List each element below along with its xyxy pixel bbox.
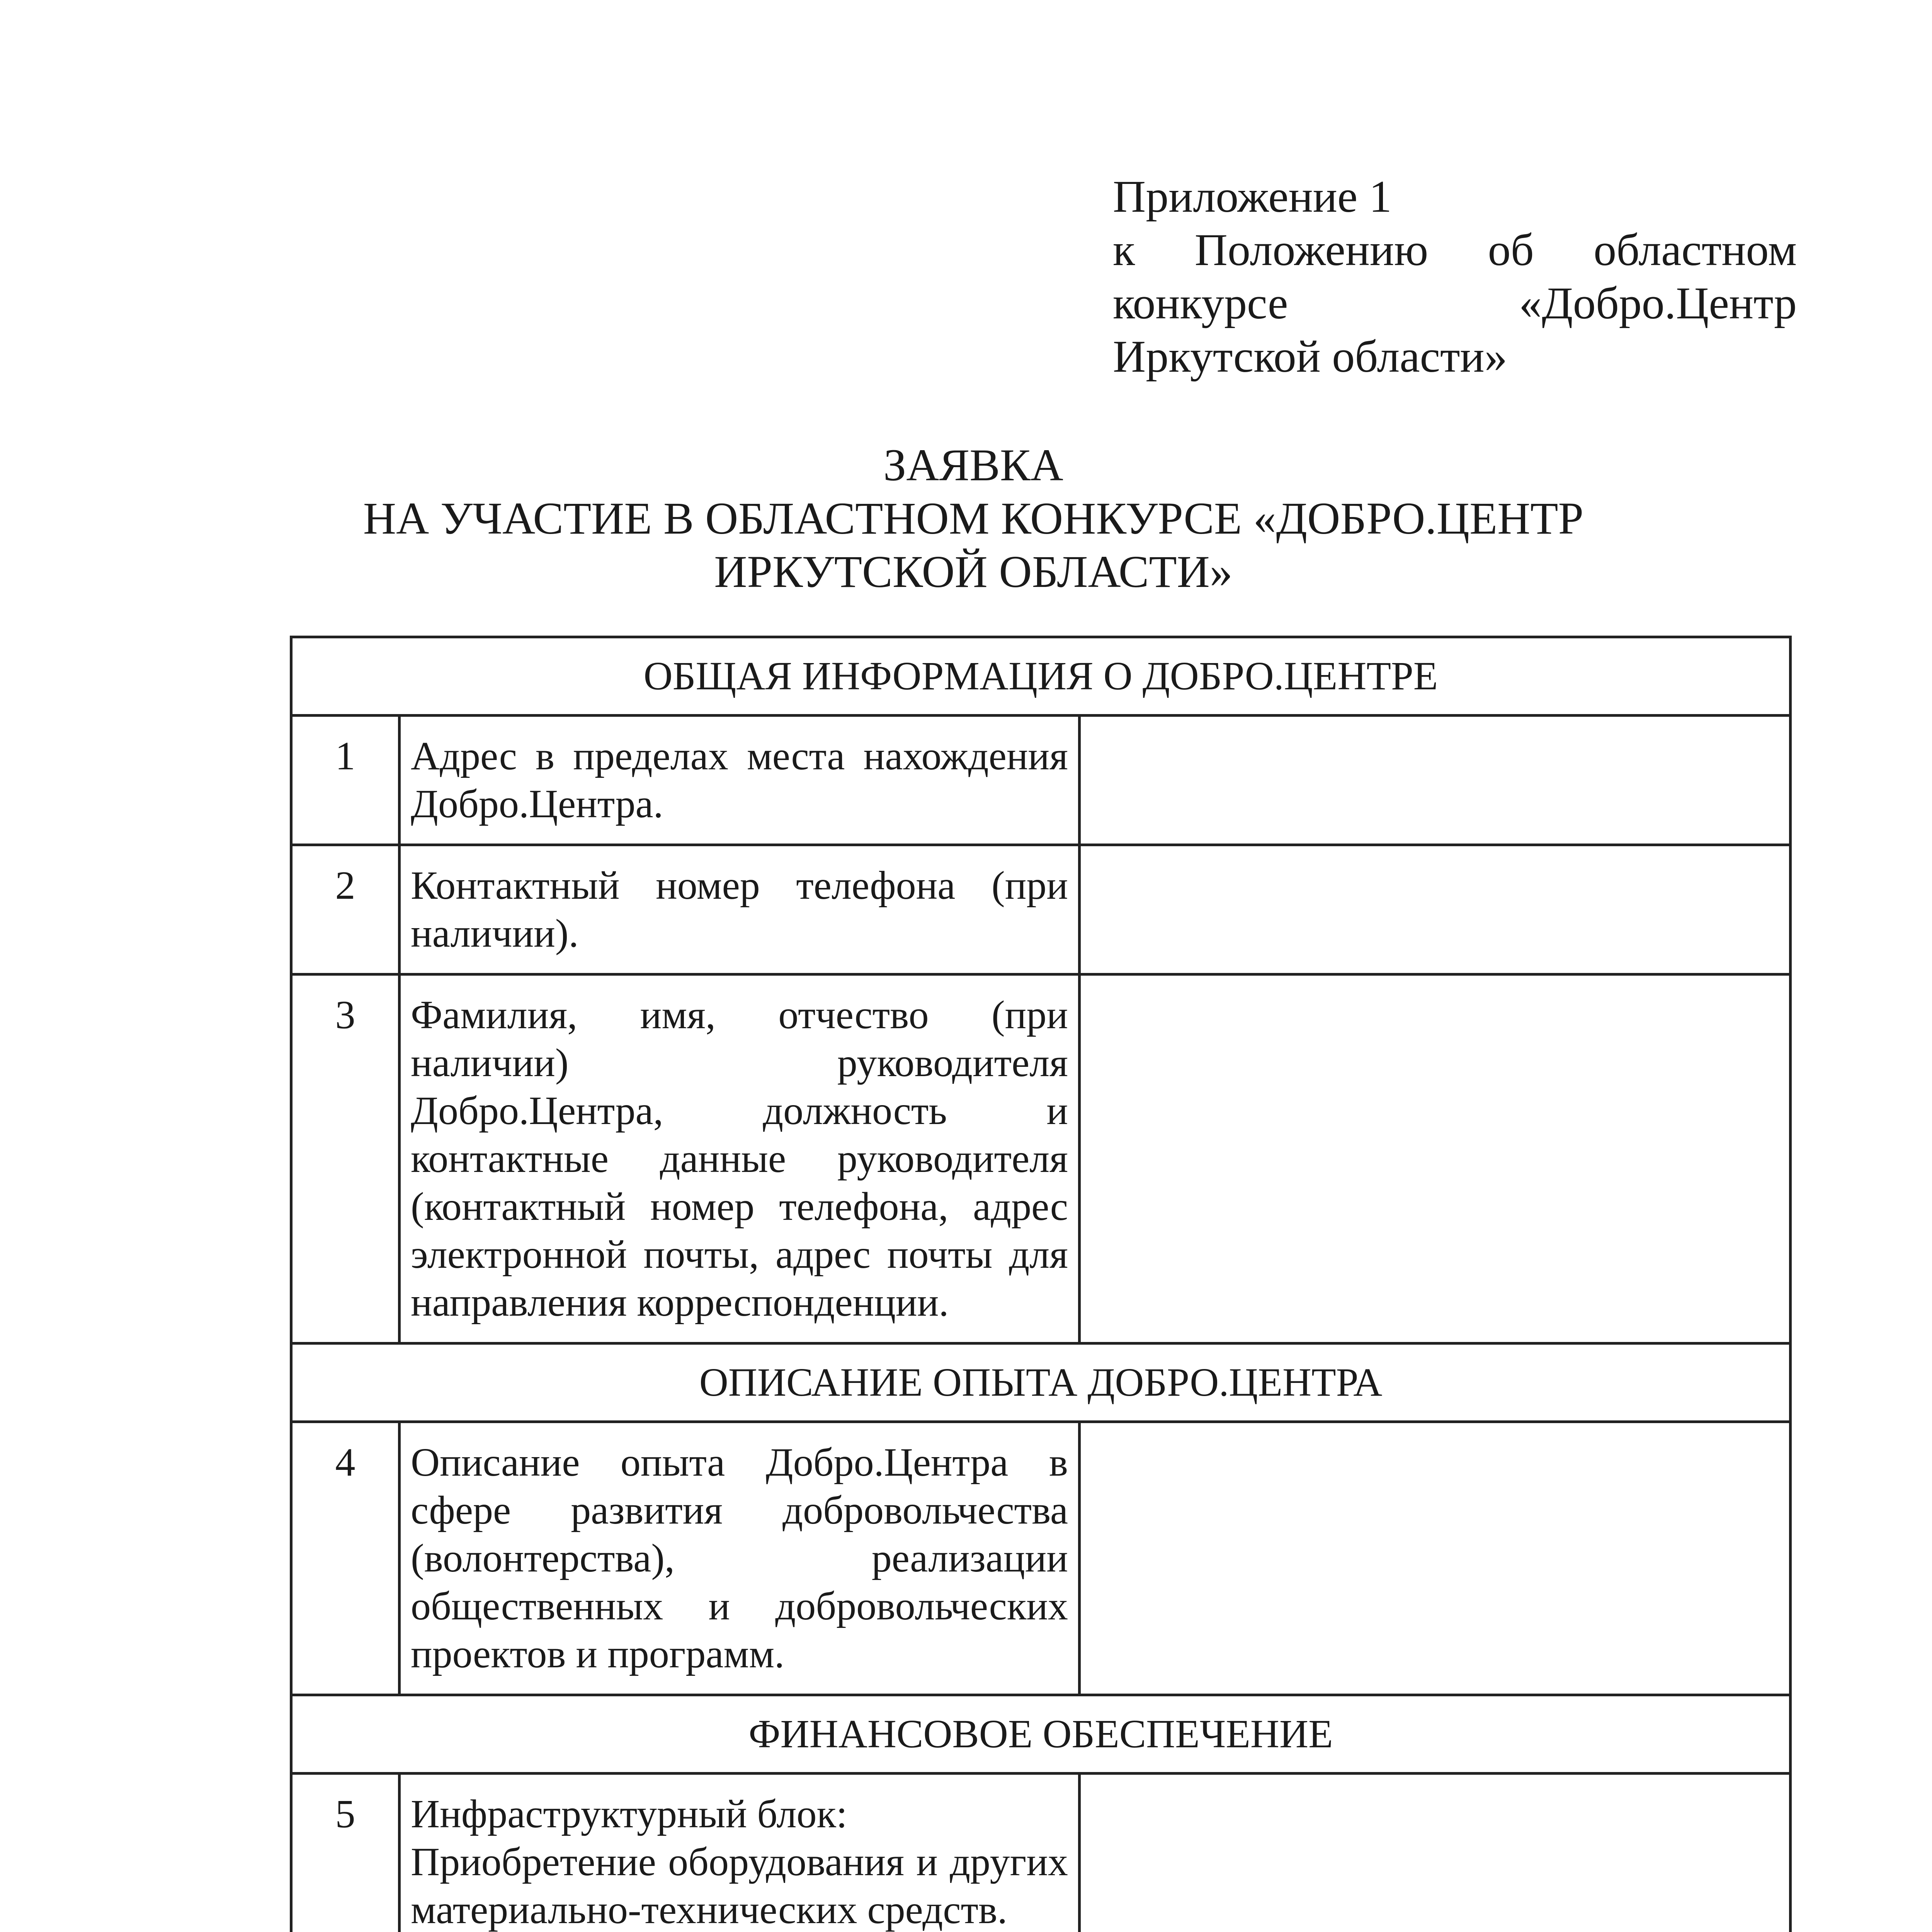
row-number: 2: [291, 845, 400, 975]
row-description: Контактный номер телефона (при наличии).: [400, 845, 1080, 975]
title-line-2: НА УЧАСТИЕ В ОБЛАСТНОМ КОНКУРСЕ «ДОБРО.ЦЕНТР: [363, 493, 1584, 544]
row-value-field[interactable]: [1080, 975, 1791, 1344]
table-row: [291, 716, 1791, 845]
row-description: Фамилия, имя, отчество (при наличии) руководителя Добро.Центра, должность и контактные данные руководителя (контактный номер телефона, адрес электронной почты, адрес почты для направления корреспонденции.: [400, 975, 1080, 1344]
row-description: Описание опыта Добро.Центра в сфере развития добровольчества (волонтерства), реализации общественных и добровольческих проектов и программ.: [400, 1422, 1080, 1695]
row-number: 3: [291, 975, 400, 1344]
section-row: [291, 1695, 1791, 1774]
appendix-line-2: к Положению об областном: [1113, 224, 1797, 275]
application-form-table: [290, 636, 1792, 1932]
section-row: [291, 1344, 1791, 1422]
row-number: 5: [291, 1774, 400, 1932]
table-row: [291, 975, 1791, 1344]
row-value-field[interactable]: [1080, 716, 1791, 845]
appendix-line-3: конкурсе «Добро.Центр: [1113, 278, 1797, 328]
table-row: [291, 1774, 1791, 1932]
section-experience: ОПИСАНИЕ ОПЫТА ДОБРО.ЦЕНТРА: [291, 1344, 1791, 1422]
appendix-line-1: Приложение 1: [1113, 171, 1392, 222]
row-value-field[interactable]: [1080, 845, 1791, 975]
appendix-note: [1113, 170, 1797, 383]
title-line-1: ЗАЯВКА: [883, 440, 1063, 490]
appendix-line-4: Иркутской области»: [1113, 331, 1507, 382]
row-value-field[interactable]: [1080, 1774, 1791, 1932]
table-row: [291, 845, 1791, 975]
row-description: Адрес в пределах места нахождения Добро.Центра.: [400, 716, 1080, 845]
block-heading: Инфраструктурный блок:: [411, 1792, 847, 1836]
section-general-info: ОБЩАЯ ИНФОРМАЦИЯ О ДОБРО.ЦЕНТРЕ: [291, 637, 1791, 716]
row-description: [400, 1774, 1080, 1932]
section-row: [291, 637, 1791, 716]
title-line-3: ИРКУТСКОЙ ОБЛАСТИ»: [714, 546, 1233, 597]
table-row: [291, 1422, 1791, 1695]
block-text: Приобретение оборудования и других материально-технических средств.: [411, 1840, 1068, 1932]
row-value-field[interactable]: [1080, 1422, 1791, 1695]
row-number: 4: [291, 1422, 400, 1695]
section-financing: ФИНАНСОВОЕ ОБЕСПЕЧЕНИЕ: [291, 1695, 1791, 1774]
document-title: [0, 439, 1932, 599]
row-number: 1: [291, 716, 400, 845]
